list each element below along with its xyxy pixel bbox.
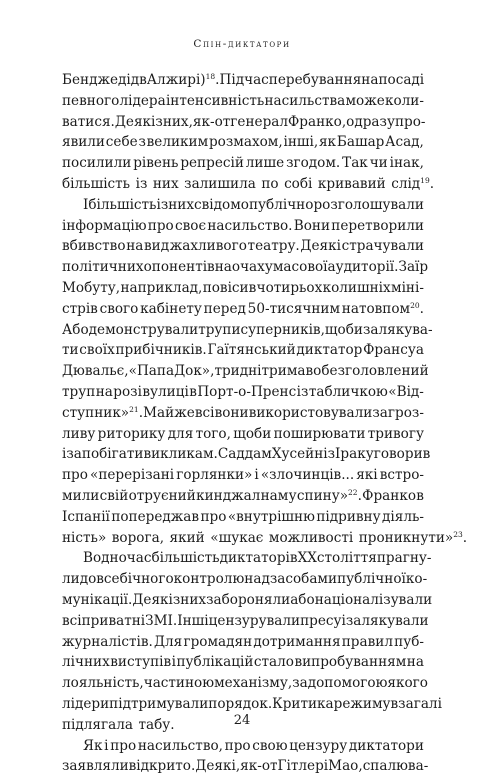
text-line: ти своїх прибічників. Гаїтянський диктатор Франсуа: [62, 342, 424, 359]
page-number: 24: [233, 713, 251, 728]
running-head: Спін-диктатори: [193, 38, 291, 50]
text-line: І більшість із них свідомо публічно розголошували: [83, 196, 424, 213]
text-line: лояльність, частиною механізму, за допомогою якого: [62, 675, 428, 692]
text-line: ступник»$^{21}$. Майже всі вони використовували загроз-: [62, 404, 424, 421]
text-line: заявляли відкрито. Деякі, як-от Гітлер і Мао, спалюва-: [62, 758, 429, 775]
body-text: [62, 70, 468, 777]
text-line: всі приватні ЗМІ. Інші цензурували пресу і залякували: [62, 612, 429, 629]
text-line: ність» ворога, який «шукає можливості проникнути»$^{23}$.: [62, 529, 468, 546]
text-line: Іспанії попереджав про «внутрішню підривну діяль-: [62, 508, 424, 525]
text-line: мунікації. Деякі з них забороняли або націоналізували: [62, 591, 433, 608]
text-line: ливу риторику для того, щоби поширювати тривогу: [62, 425, 424, 442]
text-line: певного лідера інтенсивність насильства може коли-: [62, 92, 424, 109]
text-line: про «перерізані горлянки» і «злочинців... які встро-: [62, 467, 424, 484]
text-line: підлягала табу.: [62, 716, 175, 733]
text-line: інформацію про своє насильство. Вони перетворили: [62, 217, 424, 234]
footnote-marker: 20: [410, 300, 420, 310]
text-line: труп на розі вулиці в Порт-о-Пренс із табличкою «Від-: [62, 383, 424, 400]
text-line: Або демонстрували трупи суперників, щоби залякува-: [62, 321, 433, 338]
text-line: вбивство на вид жахливого театру. Деякі страчували: [62, 238, 424, 255]
text-line: мили свій отруєний кинджал нам у спину»$^{22}$. Франко в: [62, 487, 424, 504]
text-line: лічних виступів і публікацій стало випробуванням на: [62, 654, 424, 671]
text-line: лідери підтримували порядок. Критика режиму взагалі: [62, 695, 442, 712]
text-line: ватися. Деякі з них, як-от генерал Франко, одразу про-: [62, 113, 426, 130]
text-line: Мобуту, наприклад, повісив чотирьох колишніх міні-: [62, 279, 424, 296]
footnote-marker: 18: [205, 72, 216, 81]
footnote-marker: 21: [129, 404, 139, 414]
text-line: явили себе з великим розмахом, інші, як Башар Асад,: [62, 134, 424, 151]
footnote-marker: 22: [348, 487, 358, 497]
text-line: журналістів. Для громадян дотримання правил пуб-: [62, 633, 424, 650]
text-line: політичних опонентів на очах у масової аудиторії. Заїр: [62, 259, 429, 276]
footnote-marker: 23: [453, 529, 463, 539]
text-line: більшість із них залишила по собі кривавий слід$^{19}$.: [62, 175, 435, 192]
text-line: і запобігати викликам. Саддам Хусейн із Іраку говорив: [62, 446, 431, 463]
text-line: посилили рівень репресій лише згодом. Так чи інак,: [62, 155, 424, 172]
text-line: Дювальє, «Папа Док», три дні тримав обезголовлений: [62, 363, 429, 380]
text-line: стрів свого кабінету перед 50-тисячним натовпом$^{20}$.: [62, 300, 424, 317]
text-line: ли до всебічного контролю над засобами публічної ко-: [62, 571, 428, 588]
text-line: Як і про насильство, про свою цензуру диктатори: [83, 737, 424, 754]
text-line: Бенджедід в Алжирі)$^{18}$. Під час перебування на посаді: [62, 72, 425, 88]
footnote-marker: 19: [420, 175, 430, 185]
text-line: Водночас більшість диктаторів XX століття прагну-: [83, 550, 432, 567]
